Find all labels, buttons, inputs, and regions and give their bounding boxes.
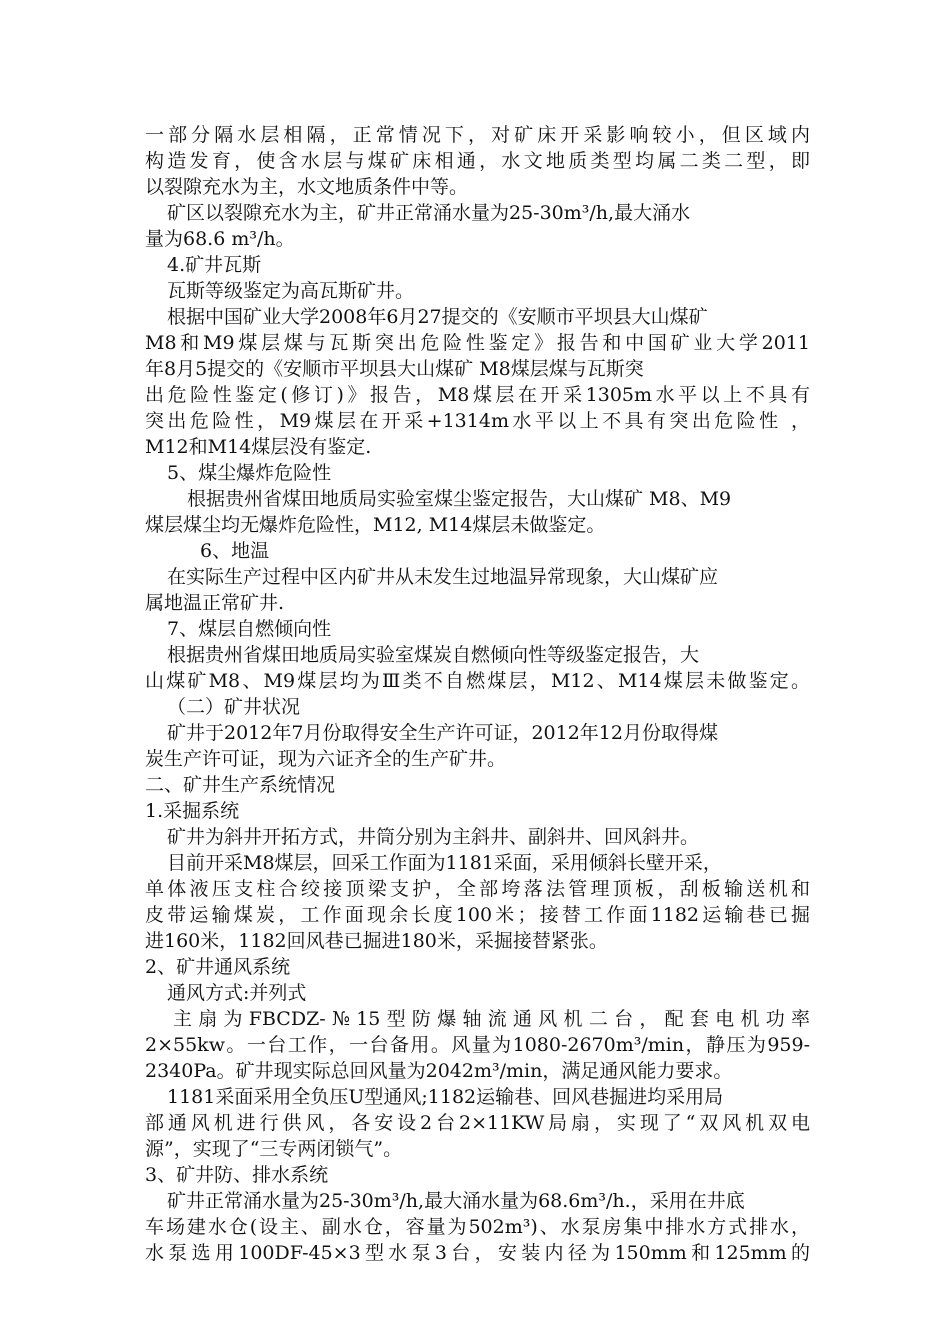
section-heading: （二）矿井状况 <box>167 696 301 718</box>
text-line: 量为68.6 m³/h。 <box>145 228 295 250</box>
text-line: 炭生产许可证，现为六证齐全的生产矿井。 <box>145 748 507 770</box>
text-line: 2×55kw。一台工作，一台备用。风量为1080-2670m³/min，静压为959- <box>145 1034 810 1056</box>
section-heading: 3、矿井防、排水系统 <box>145 1164 329 1186</box>
text-line: 车场建水仓(设主、副水仓，容量为502m³)、水泵房集中排水方式排水， <box>145 1216 810 1238</box>
section-heading: 7、煤层自燃倾向性 <box>167 618 332 640</box>
text-line: 以裂隙充水为主，水文地质条件中等。 <box>145 176 469 198</box>
text-line: 部通风机进行供风，各安设2台2×11KW局扇，实现了“双风机双电 <box>145 1112 810 1134</box>
text-line: 主扇为FBCDZ-№15型防爆轴流通风机二台，配套电机功率 <box>173 1008 810 1030</box>
text-line: 矿井正常涌水量为25-30m³/h,最大涌水量为68.6m³/h.，采用在井底 <box>167 1190 745 1212</box>
text-line: 目前开采M8煤层，回采工作面为1181采面，采用倾斜长壁开采， <box>167 852 722 874</box>
body-text <box>145 122 810 1266</box>
section-heading: 2、矿井通风系统 <box>145 956 291 978</box>
text-line: M12和M14煤层没有鉴定. <box>145 436 372 458</box>
text-line: 矿井为斜井开拓方式，井筒分别为主斜井、副斜井、回风斜井。 <box>167 826 700 848</box>
text-line: 瓦斯等级鉴定为高瓦斯矿井。 <box>167 280 415 302</box>
section-heading: 二、矿井生产系统情况 <box>145 774 336 796</box>
section-heading: 4.矿井瓦斯 <box>167 254 262 276</box>
text-line: 单体液压支柱合绞接顶梁支护，全部垮落法管理顶板，刮板输送机和 <box>145 878 810 900</box>
text-line: 矿井于2012年7月份取得安全生产许可证，2012年12月份取得煤 <box>167 722 718 744</box>
text-line: 山煤矿M8、M9煤层均为Ⅲ类不自燃煤层，M12、M14煤层未做鉴定。 <box>145 670 810 692</box>
text-line: 根据贵州省煤田地质局实验室煤尘鉴定报告，大山煤矿 M8、M9 <box>187 488 732 510</box>
text-line: 皮带运输煤炭，工作面现余长度100米；接替工作面1182运输巷已掘 <box>145 904 810 926</box>
section-heading: 5、煤尘爆炸危险性 <box>167 462 332 484</box>
text-line: M8和M9煤层煤与瓦斯突出危险性鉴定》报告和中国矿业大学2011 <box>145 332 810 354</box>
text-line: 矿区以裂隙充水为主，矿井正常涌水量为25-30m³/h,最大涌水 <box>167 202 691 224</box>
section-heading: 6、地温 <box>200 540 270 562</box>
text-line: 出危险性鉴定(修订)》报告，M8煤层在开采1305m水平以上不具有 <box>145 384 810 406</box>
text-line: 1181采面采用全负压U型通风;1182运输巷、回风巷掘进均采用局 <box>167 1086 724 1108</box>
text-line: 构造发育，使含水层与煤矿床相通，水文地质类型均属二类二型，即 <box>145 150 810 172</box>
text-line: 根据贵州省煤田地质局实验室煤炭自燃倾向性等级鉴定报告，大 <box>167 644 700 666</box>
text-line: 水泵选用100DF-45×3型水泵3台，安装内径为150mm和125mm的 <box>145 1242 810 1264</box>
section-heading: 1.采掘系统 <box>145 800 240 822</box>
text-line: 一部分隔水层相隔，正常情况下，对矿床开采影响较小，但区域内 <box>145 124 810 146</box>
text-line: 煤层煤尘均无爆炸危险性，M12, M14煤层未做鉴定。 <box>145 514 606 536</box>
text-line: 进160米，1182回风巷已掘进180米，采掘接替紧张。 <box>145 930 608 952</box>
text-line: 2340Pa。矿井现实际总回风量为2042m³/min，满足通风能力要求。 <box>145 1060 733 1082</box>
text-line: 通风方式:并列式 <box>167 982 307 1004</box>
text-line: 根据中国矿业大学2008年6月27提交的《安顺市平坝县大山煤矿 <box>167 306 708 328</box>
text-line: 源”，实现了“三专两闭锁气”。 <box>145 1138 403 1160</box>
text-line: 属地温正常矿井. <box>145 592 285 614</box>
text-line: 在实际生产过程中区内矿井从未发生过地温异常现象，大山煤矿应 <box>167 566 719 588</box>
text-line: 突出危险性，M9煤层在开采+1314m水平以上不具有突出危险性 ， <box>145 410 810 432</box>
text-line: 年8月5提交的《安顺市平坝县大山煤矿 M8煤层煤与瓦斯突 <box>145 358 644 380</box>
